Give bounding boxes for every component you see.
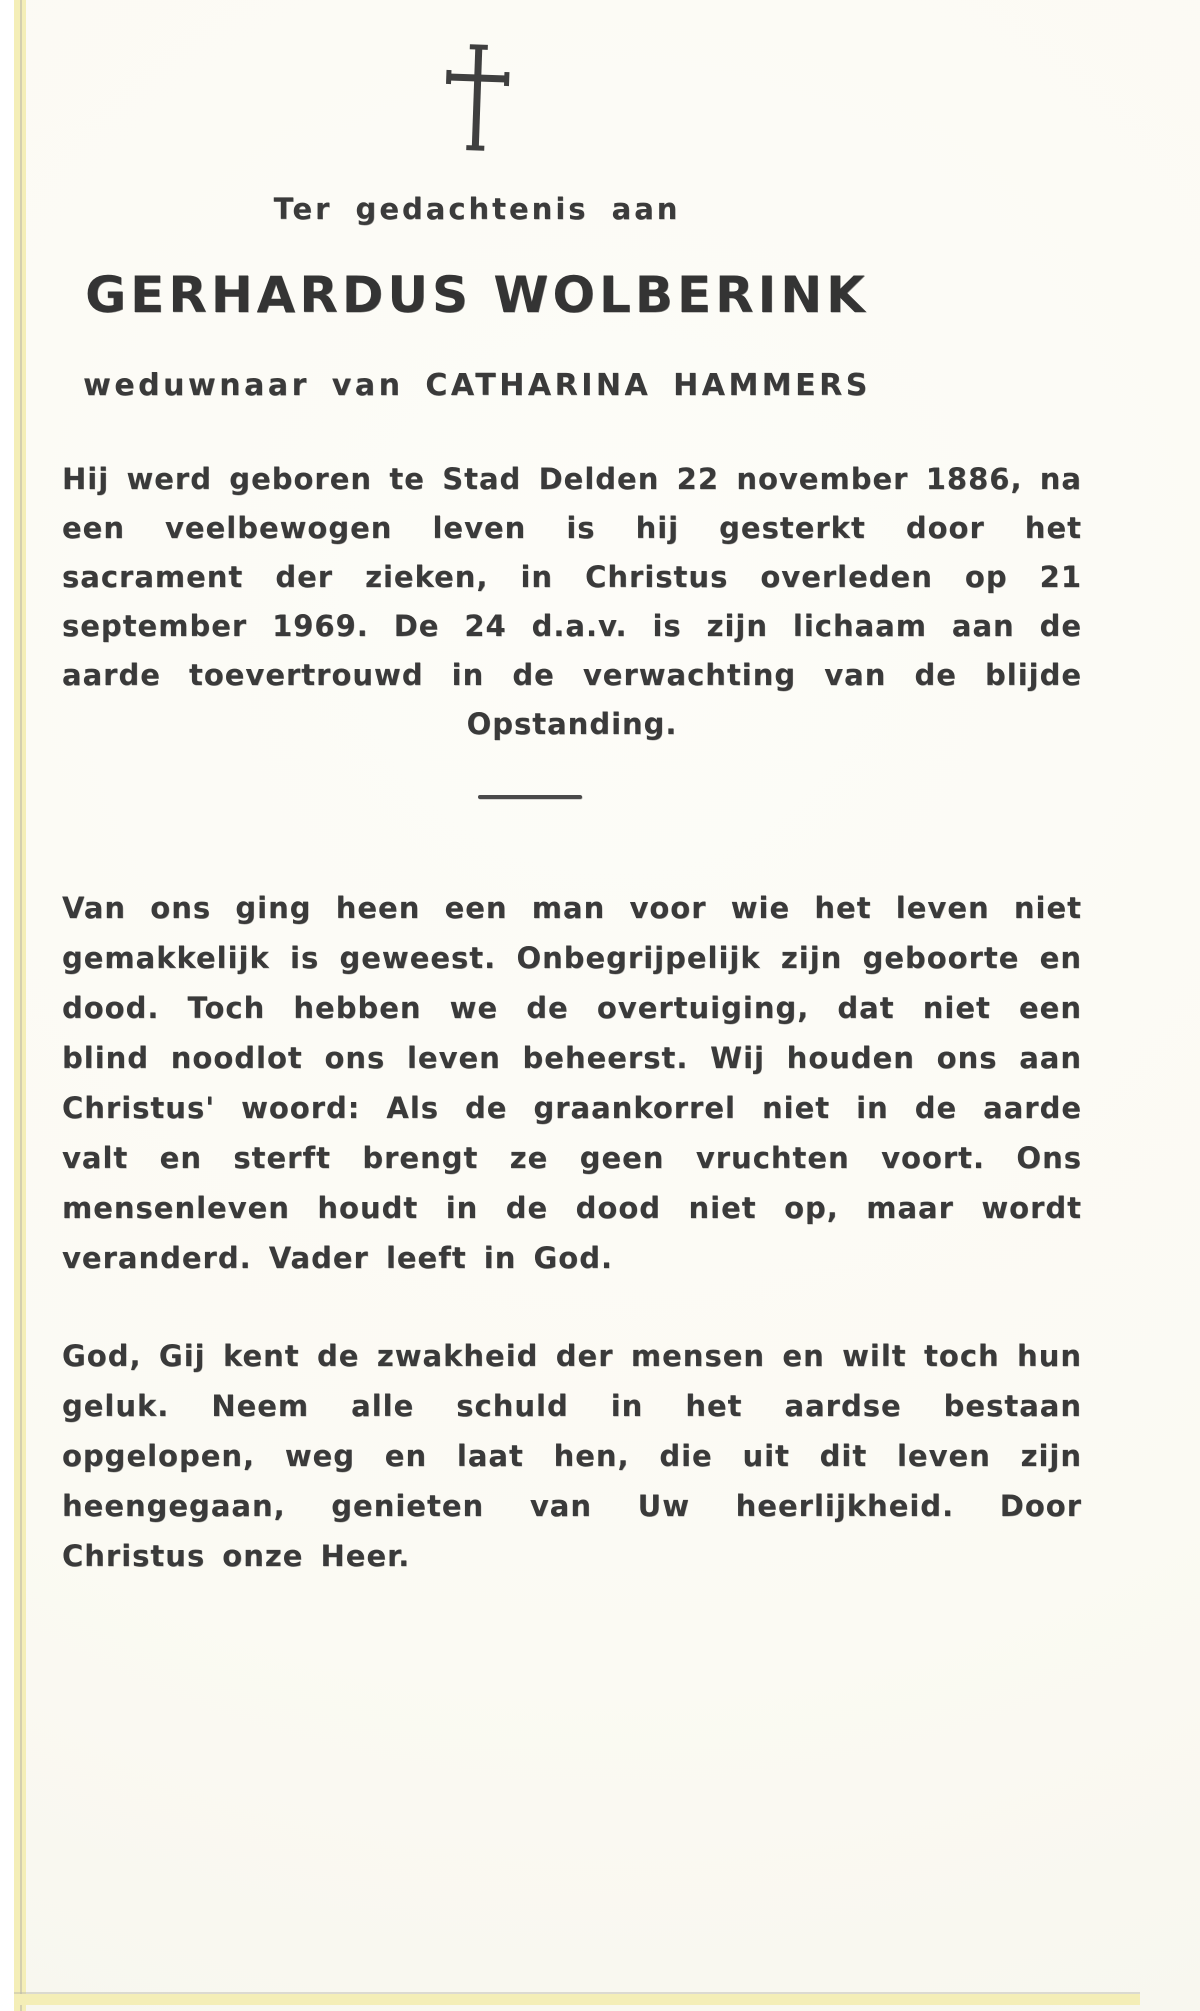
deceased-name: GERHARDUS WOLBERINK — [85, 266, 869, 324]
dedication-text: Ter gedachtenis aan — [273, 192, 681, 226]
latin-cross-icon — [439, 41, 515, 157]
prayer-paragraph: God, Gij kent de zwakheid der mensen en wilt toch hun geluk. Neem alle schuld in het aardse bestaan opgelopen, weg en laat hen, die uit dit leven zijn heengegaan, genieten van Uw heerlijkheid. Door Christus onze Heer. — [62, 1339, 1082, 1573]
card-hairline-bottom — [14, 1992, 1140, 1994]
reflection-paragraph: Van ons ging heen een man voor wie het leven niet gemakkelijk is geweest. Onbegrijpelijk zijn geboorte en dood. Toch hebben we de overtuiging, dat niet een blind noodlot ons leven beheerst. Wij houden ons aan Christus' woord: Als de graankorrel niet in de aarde valt en sterft brengt ze geen vruchten voort. Ons mensenleven houdt in de dood niet op, maar wordt veranderd. Vader leeft in God. — [62, 891, 1082, 1275]
widower-line: weduwnaar van CATHARINA HAMMERS — [83, 368, 871, 403]
reflection-block — [62, 883, 1082, 1581]
section-divider — [478, 795, 582, 799]
obituary-paragraph: Hij werd geboren te Stad Delden 22 november 1886, na een veelbewogen leven is hij gesterkt door het sacrament der zieken, in Christus overleden op 21 september 1969. De 24 d.a.v. is zijn lichaam aan de aarde toevertrouwd in de verwachting van de blijde Opstanding. — [62, 462, 1082, 741]
card-edge-bottom — [14, 1994, 1140, 2005]
card-header — [62, 38, 892, 403]
